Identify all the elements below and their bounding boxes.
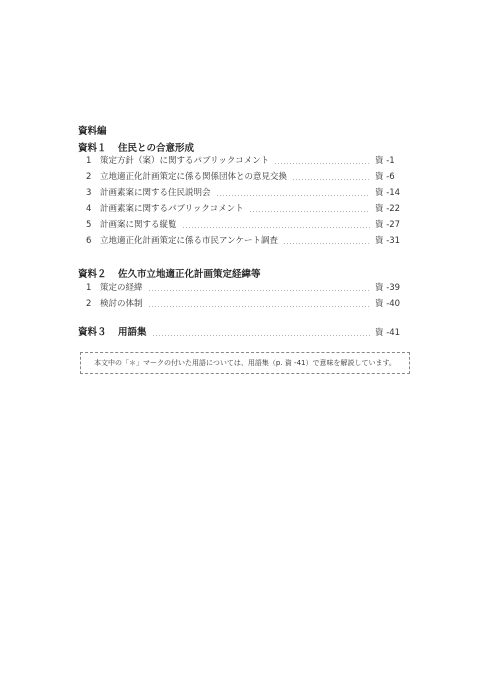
section-2-title: 佐久市立地適正化計画策定経緯等 <box>118 269 261 280</box>
toc-entry-number: 1 <box>86 156 92 166</box>
toc-entry[interactable] <box>86 202 403 216</box>
section-1-number: 資料１ <box>78 143 107 154</box>
dot-leader <box>249 211 370 212</box>
toc-entry-page: 資 -39 <box>375 283 401 293</box>
section-2-number: 資料２ <box>78 269 107 280</box>
toc-entry-number: 6 <box>86 236 92 246</box>
toc-entry-page: 資 -27 <box>375 220 401 230</box>
dot-leader <box>182 227 370 228</box>
section-1-title: 住民との合意形成 <box>118 143 195 154</box>
toc-entry[interactable] <box>86 154 403 168</box>
toc-entry[interactable] <box>86 281 403 295</box>
toc-entry-number: 4 <box>86 204 92 214</box>
toc-entry-label: 策定方針（案）に関するパブリックコメント <box>100 156 270 166</box>
toc-entry[interactable] <box>86 186 403 200</box>
toc-entry-label: 計画案に関する縦覧 <box>100 220 177 230</box>
toc-entry-page: 資 -1 <box>375 156 395 166</box>
dot-leader <box>148 306 370 307</box>
appendix-title: 資料編 <box>78 126 107 137</box>
toc-entry-number: 2 <box>86 172 92 182</box>
toc-entry-page: 資 -14 <box>375 188 401 198</box>
section-2-heading <box>78 266 261 280</box>
toc-entry-page: 資 -6 <box>375 172 395 182</box>
dot-leader <box>274 163 370 164</box>
dot-leader <box>283 243 370 244</box>
dot-leader <box>292 179 370 180</box>
toc-entry-label: 立地適正化計画策定に係る市民アンケート調査 <box>100 236 278 246</box>
toc-entry-number: 3 <box>86 188 92 198</box>
toc-entry-page: 資 -22 <box>375 204 401 214</box>
toc-entry-page: 資 -40 <box>375 299 401 309</box>
toc-entry-page: 資 -31 <box>375 236 401 246</box>
glossary-note-box: 本文中の「＊」マークの付いた用語については、用語集（p. 資 -41）で意味を解説しています。 <box>80 352 410 374</box>
section-3-title: 用語集 <box>118 327 147 338</box>
toc-entry-number: 2 <box>86 299 92 309</box>
section-1-heading <box>78 140 194 154</box>
toc-entry-number: 5 <box>86 220 92 230</box>
toc-entry-number: 1 <box>86 283 92 293</box>
toc-entry[interactable] <box>86 297 403 311</box>
dot-leader <box>216 195 370 196</box>
toc-entry-page: 資 -41 <box>375 328 401 338</box>
toc-entry-label: 立地適正化計画策定に係る関係団体との意見交換 <box>100 172 288 182</box>
toc-entry-label: 検討の体制 <box>100 299 143 309</box>
dot-leader <box>148 290 370 291</box>
toc-entry-label: 策定の経緯 <box>100 283 143 293</box>
toc-entry-label: 計画素案に関する住民説明会 <box>100 188 211 198</box>
toc-entry-glossary[interactable] <box>78 326 403 340</box>
toc-entry[interactable] <box>86 170 403 184</box>
toc-entry[interactable] <box>86 218 403 232</box>
section-3-number: 資料３ <box>78 327 107 338</box>
dot-leader <box>152 335 370 336</box>
toc-entry-label: 計画素案に関するパブリックコメント <box>100 204 244 214</box>
toc-entry[interactable] <box>86 234 403 248</box>
